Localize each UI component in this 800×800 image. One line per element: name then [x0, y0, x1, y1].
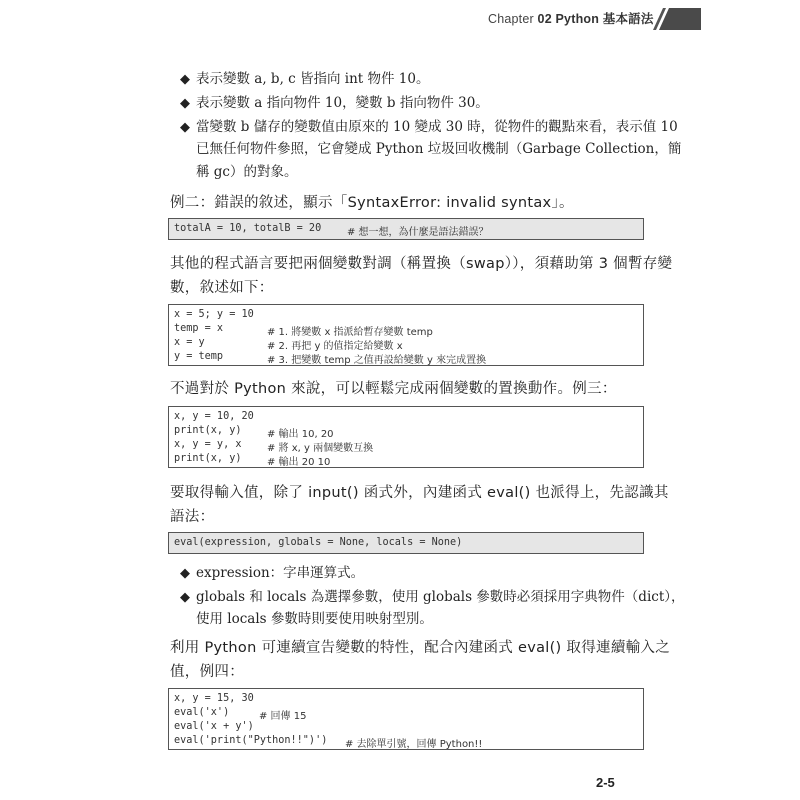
bullet-marker: ◆ [180, 120, 190, 135]
code-comment: # 輸出 20 10 [267, 457, 331, 468]
code-line: eval(expression, globals = None, locals = None) [174, 537, 463, 548]
chapter-tab-graphic [645, 8, 701, 30]
code-line: x = 5; y = 10 [174, 309, 254, 320]
code-line: totalA = 10, totalB = 20 [174, 223, 322, 234]
paragraph-swap-line2: 數，敘述如下： [170, 280, 274, 296]
code-block-2 [168, 304, 644, 366]
code-block-eval-syntax [168, 532, 644, 554]
paragraph-continuous-line1: 利用 Python 可連續宣告變數的特性，配合內建函式 eval() 取得連續輸入之 [170, 640, 671, 656]
bullet-text: expression：字串運算式。 [196, 565, 365, 581]
page-number: 2-5 [596, 775, 615, 790]
code-block-3 [168, 406, 644, 468]
code-line: x, y = y, x [174, 439, 242, 450]
code-comment: # 輸出 10, 20 [267, 429, 334, 440]
bullet-marker: ◆ [180, 96, 190, 111]
bullet-marker: ◆ [180, 566, 190, 581]
code-line: print(x, y) [174, 425, 242, 436]
chapter-title: Chapter 02 Python 基本語法 [488, 12, 654, 26]
code-line: x, y = 10, 20 [174, 411, 254, 422]
bullet-text-line1: 當變數 b 儲存的變數值由原來的 10 變成 30 時，從物件的觀點來看，表示值 10 [196, 119, 678, 135]
code-line: x = y [174, 337, 205, 348]
paragraph-python-swap: 不過對於 Python 來說，可以輕鬆完成兩個變數的置換動作。例三： [170, 381, 617, 397]
bullet-text: 表示變數 a, b, c 皆指向 int 物件 10。 [196, 71, 430, 87]
code-line: print(x, y) [174, 453, 242, 464]
code-line: eval('x + y') [174, 721, 254, 732]
bullet-text-line1: globals 和 locals 為選擇參數，使用 globals 參數時必須採用字典物件（dict）， [196, 589, 685, 605]
paragraph-eval-line2: 語法： [170, 509, 215, 525]
code-comment: # 3. 把變數 temp 之值再設給變數 y 來完成置換 [267, 355, 487, 366]
code-comment: # 想一想，為什麼是語法錯誤？ [347, 227, 489, 238]
code-line: x, y = 15, 30 [174, 693, 254, 704]
bullet-text-line2: 使用 locals 參數時則要使用映射型別。 [196, 611, 433, 627]
code-comment: # 去除單引號，回傳 Python!! [345, 739, 483, 750]
paragraph-continuous-line2: 值，例四： [170, 664, 244, 680]
paragraph-swap-line1: 其他的程式語言要把兩個變數對調（稱置換（swap）），須藉助第 3 個暫存變 [170, 256, 673, 272]
bullet-text-line2: 已無任何物件參照，它會變成 Python 垃圾回收機制（Garbage Collection，簡 [196, 141, 682, 157]
bullet-text: 表示變數 a 指向物件 10，變數 b 指向物件 30。 [196, 95, 489, 111]
code-line: eval('print("Python!!")') [174, 735, 328, 746]
paragraph-eval-line1: 要取得輸入值，除了 input() 函式外，內建函式 eval() 也派得上，先認識其 [170, 485, 669, 501]
code-block-1 [168, 218, 644, 240]
code-line: eval('x') [174, 707, 230, 718]
code-line: temp = x [174, 323, 224, 334]
code-line: y = temp [174, 351, 224, 362]
example2-paragraph: 例二：錯誤的敘述，顯示「SyntaxError: invalid syntax」。 [170, 195, 574, 211]
code-block-5 [168, 688, 644, 750]
code-comment: # 將 x, y 兩個變數互換 [267, 443, 374, 454]
bullet-marker: ◆ [180, 72, 190, 87]
bullet-marker: ◆ [180, 590, 190, 605]
bullet-text-line3: 稱 gc）的對象。 [196, 164, 298, 180]
code-comment: # 1. 將變數 x 指派給暫存變數 temp [267, 327, 433, 338]
code-comment: # 2. 再把 y 的值指定給變數 x [267, 341, 403, 352]
code-comment: # 回傳 15 [259, 711, 307, 722]
